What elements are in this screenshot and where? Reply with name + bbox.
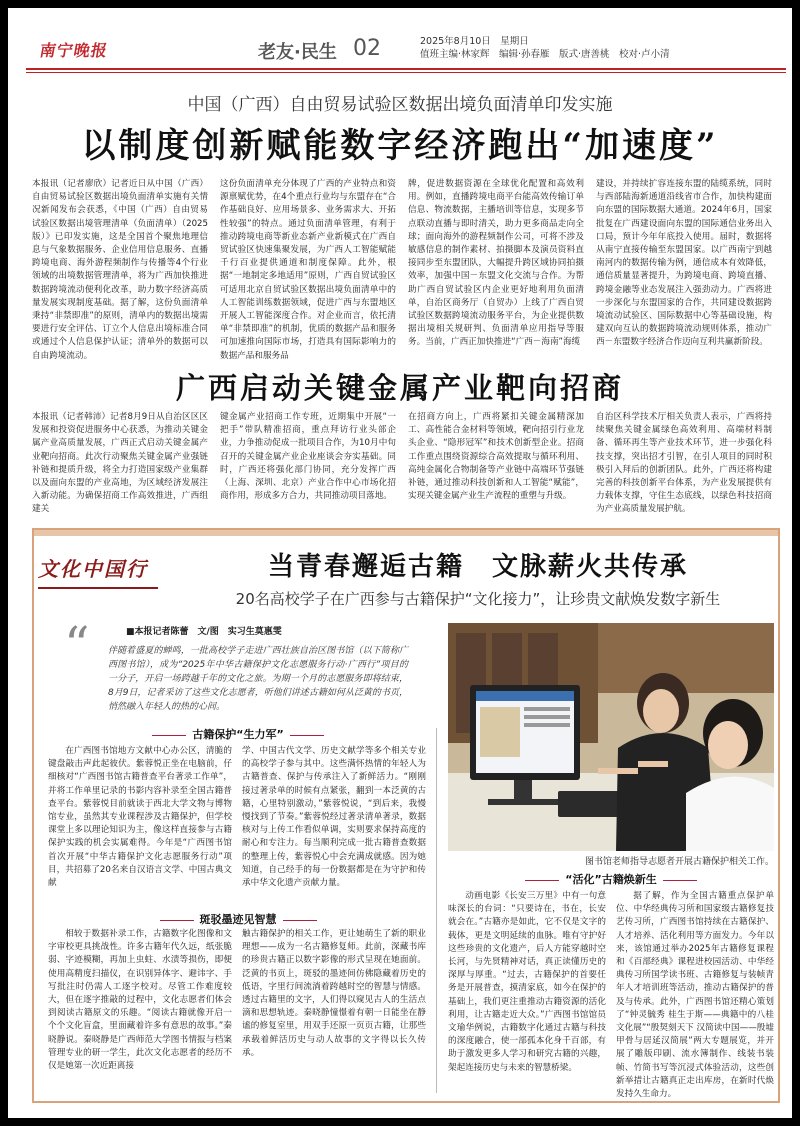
feature-sub1-col1-text: 在广西图书馆地方文献中心办公区，清脆的键盘敲击声此起彼伏。紫蓉悦正坐在电脑前，仔细核对“广西图书馆古籍普查平台著录工作单”，并将工作单里记录的书影内容补录至全国古籍普查平台。紫蓉悦目前就读于西北大学文物与博物馆专业，虽然其专业课程涉及古籍保护，但学校课堂上多以理论知识为主，像这样直接参与古籍保护实践的机会实属难得。今年是“广西图书馆首次开展“中华古籍保护文化志愿服务行动”项目，共招募了20名来自汉语言文学、中国古典文献 bbox=[48, 746, 232, 889]
article1-col2-text: 这份负面清单充分体现了广西的产业特点和资源禀赋优势，在4个重点行业均与东盟存在“合作基础良好、应用场景多、业务需求大、开拓性较强”的特点。通过负面清单管理，有利于推动跨境电商等新业态新产业新模式在广西自贸试验区快速集聚发展，为广西人工智能赋能千行百业提供通道和制度保障。此外，根据“一地制定多地适用”原则，广西自贸试验区可适用北京自贸试验区数据出境负面清单中的人工智能训练数据领域，促进广西与东盟地区开展人工智能深度合作。对企业而言，依托清单“非禁即准”的机制，优质的数据产品和服务可加速推向国际市场，打造具有国际影响力的数据产品和服务品 bbox=[220, 179, 396, 361]
masthead-info bbox=[420, 35, 670, 61]
article1-col3-text: 牌，促进数据资源在全球优化配置和高效利用。例如，直播跨境电商平台能高效传输订单信息、物流数据，主播培训等信息，实现多节点联动直播与即时清关，助力更多商品走向全球；面向海外的游程频制作公司，可将不涉及敏感信息的制作素材、拍摄脚本及演员资料直接同步至东盟团队，大幅提升跨区域协同拍摄效率，加强中国－东盟文化交流与合作。为帮助广西自贸试验区内企业更好地利用负面清单，自治区商务厅（自贸办）上线了广西自贸试验区数据跨境流动服务平台，为企业提供数据出境相关规研判、负面清单应用指导等服务。当前，广西正加快推进“广西－海南”海缆 bbox=[408, 179, 584, 348]
feature-sub1-col2 bbox=[242, 745, 426, 905]
article1-col2 bbox=[220, 178, 396, 361]
article1-col1-text: 本报讯（记者廖欣）记者近日从中国（广西）自由贸易试验区数据出境负面清单实施有关情况新闻发布会获悉，《中国（广西）自由贸易试验区数据出境管理清单（负面清单）（2025版）》已印发实施，这是全国首个聚焦地理信息与气象数据服务、企业信用信息服务、直播跨境电商、海外游程频制作与传播等4个行业领域的出境数据管理清单，将为广西加快推进数据跨境流动便利化改革，助力数字经济高质量发展实现制度基础。据了解，这份负面清单秉持“非禁即准”的原则，清单内的数据出境需要进行安全评估、订立个人信息出境标准合同或通过个人信息保护认证；清单外的数据可以自由跨境流动。 bbox=[32, 179, 208, 361]
subtitle-3 bbox=[448, 871, 774, 887]
article1-col4 bbox=[596, 178, 772, 356]
feature-sub3-col1 bbox=[448, 890, 606, 1093]
feature-sub2-col2-text: 触古籍保护的相关工作，更让她萌生了新的职业理想——成为一名古籍修复师。此前，深藏书库的珍贵古籍正以数字影像的形式呈现在她面前。泛黄的书页上，斑驳的墨迹间仿佛隐藏着历史的低语，字里行间流淌着跨越时空的智慧与情感。透过古籍里的文字，人们得以窥见古人的生活点滴和思想轨迹。秦晓静憧憬着有朝一日能坐在静谧的修复室里，用双手还原一页页古籍，让那些承载着鲜活历史与动人故事的文字得以长久传承。 bbox=[242, 929, 426, 1058]
feature-sub2-col2 bbox=[242, 928, 426, 1093]
feature-sub1-col2-text: 学、中国古代文学、历史文献学等多个相关专业的高校学子参与其中。这些满怀热情的年轻人为古籍普查、保护与传承注入了新鲜活力。“刚刚接过著录单的时候有点紧张，翻到一本泛黄的古籍，心里特别激动，”紫蓉悦说，“到后来，我慢慢找到了节奏。”紫蓉悦经过著录清单著录，数据核对与上传工作看似单调，实则要求保持高度的耐心和专注力。每当顺利完成一批古籍普查数据的整理上传，紫蓉悦心中会充满成就感。因为她知道，自己经手的每一份数据都是在为守护和传承中华文化遗产贡献力量。 bbox=[242, 746, 426, 889]
newspaper-logo: 南宁晚报 bbox=[38, 41, 110, 60]
article2-col4-text: 自治区科学技术厅相关负责人表示，广西将持续聚焦关键金属绿色高效利用、高端材料制备、循环再生等产业技术环节，进一步强化科技支撑，突出招才引智，在引人项目的同时积极引入拜后的创新团队。此外，广西还将构建完善的科技创新平台体系，为产业发展提供有力载体支撑，守住生态底线，以绿色科技招商为产业高质量发展护航。 bbox=[596, 412, 772, 515]
column-tag-underline bbox=[38, 587, 158, 589]
photo-caption: 图书馆老师指导志愿者开展古籍保护相关工作。 bbox=[584, 857, 774, 867]
column-tag-text: 文化中国行 bbox=[38, 557, 148, 581]
article2-col1-text: 本报讯（记者韩沛）记者8月9日从自治区区区发展和投资促进服务中心获悉，为推动关键金属产业高质量发展，广西正式启动关键金属产业靶向招商。此次行动聚焦关键金属产业强链补链和提质升级，将全力打造国家级产业集群以及面向东盟的产业高地，为区域经济发展注入新动能。为确保招商工作高效推进，广西组建关 bbox=[32, 412, 208, 515]
feature-sub3-col2-text: 据了解，作为全国古籍重点保护单位、中华经典传习所和国家级古籍修复技艺传习所，广西图书馆持续在古籍保护、人才培养、活化利用等方面发力。今年以来，该馆通过举办2025年古籍修复课程和《百部经典》课程进校园活动、中华经典传习所国学读书班、古籍修复与装帧青年人才培训班等活动，推动古籍保护的普及与传承。此外，广西图书馆还精心策划了“钟灵毓秀 桂生于斯——典籍中的八桂文化展”“殷契刻天下 汉简读中国——殷墟甲骨与居延汉简展”两大专题展览，并开展了雕版印刷、流水簿制作、线装书装帧、竹简书写等沉浸式体验活动，这些创新举措让古籍真正走出库房，在新时代焕发持久生命力。 bbox=[616, 891, 774, 1100]
article1-col1 bbox=[32, 178, 208, 361]
photo-illustration bbox=[448, 623, 774, 851]
article2-col3 bbox=[408, 411, 584, 519]
masthead-date: 2025年8月10日 星期日 bbox=[420, 36, 529, 47]
article1-kicker: 中国（广西）自由贸易试验区数据出境负面清单印发实施 bbox=[187, 95, 613, 115]
feature-photo bbox=[448, 623, 774, 851]
column-tag bbox=[38, 553, 168, 603]
article2-headline: 广西启动关键金属产业靶向招商 bbox=[175, 371, 624, 405]
feature-sub2-col1 bbox=[48, 928, 232, 1093]
feature-byline: ■本报记者陈蕾 文/图 实习生莫惠雯 bbox=[126, 627, 282, 637]
feature-intro: 伴随着盛夏的蝉鸣，一批高校学子走进广西壮族自治区图书馆（以下简称广西图书馆），成为“2025年中华古籍保护文化志愿服务行动·广西行”项目的一分子，开启一场跨越千年的文化之旅。为期一个月的志愿服务即将结束，8月9日，记者采访了这些文化志愿者，听他们讲述古籍如何从泛黄的书页，悄然融入年轻人的热的心间。 bbox=[108, 646, 408, 712]
article2-col2-text: 键金属产业招商工作专班，近期集中开展“一把手”带队精准招商，重点拜访行业头部企业，力争推动促成一批项目合作，为10月中旬召开的关键金属产业企业座谈会夯实基础。同时，广西还将强化部门协同，充分发挥广西（上海、深圳、北京）产业合作中心市场化招商作用，形成多方合力，共同推动项目落地。 bbox=[220, 412, 396, 502]
article1-col4-text: 建设，并持续扩容连接东盟的陆缆系统，同时与西部陆海新通道沿线省市合作，加快构建面向东盟的国际数据大通道。2024年6月，国家批复在广西建设面向东盟的国际通信业务出入口局，预计今年年底投入使用。届时，数据将从南宁直接传输至东盟国家。以广西南宁到越南河内的数据传输为例，通信成本有效降低，通信质量显著提升，为跨境电商、跨境直播、跨境金融等业态发展注入强劲动力。广西将进一步深化与东盟国家的合作，共同建设数据跨境流动试验区、国际数据中心等基础设施，构建双向互认的数据跨境流动规则体系，推动广西－东盟数字经济合作迈向互利共赢新阶段。 bbox=[596, 179, 772, 348]
article1-headline: 以制度创新赋能数字经济跑出“加速度” bbox=[81, 126, 719, 166]
article2-col1 bbox=[32, 411, 208, 519]
subtitle-1 bbox=[48, 726, 428, 742]
masthead-editors: 值班主编·林家辉 编辑·孙春雁 版式·唐善桃 校对·卢小清 bbox=[420, 49, 670, 60]
column-divider bbox=[436, 728, 437, 1093]
feature-sub3-col1-text: 动画电影《长安三万里》中有一句意味深长的台词：“只要诗在，书在，长安就会在。”古籍亦是如此，它不仅是文字的载体，更是文明延续的血脉。唯有守护好这些珍贵的文化遗产，后人方能穿越时空长河，与先贤精神对话，真正读懂历史的深厚与厚重。“过去，古籍保护的首要任务是开展普查，摸清家底，如今在保护的基础上，我们更注重推动古籍资源的活化利用，让古籍走近大众。”广西图书馆馆员文瑜华例说，古籍数字化通过古籍与科技的深度融合，使一部孤本化身千百部，有助于激发更多人学习和研究古籍的兴趣，架起连接历史与未来的智慧桥梁。 bbox=[448, 891, 606, 1073]
subtitle-1-text: 古籍保护“生力军” bbox=[192, 728, 284, 741]
masthead bbox=[18, 38, 782, 66]
article2-col4 bbox=[596, 411, 772, 519]
masthead-rule-thin bbox=[26, 72, 786, 73]
feature-sub1-col1 bbox=[48, 745, 232, 905]
page-number: 02 bbox=[353, 36, 381, 61]
newspaper-page bbox=[8, 8, 792, 1118]
feature-subhead: 20名高校学子在广西参与古籍保护“文化接力”，让珍贵文献焕发数字新生 bbox=[235, 590, 721, 608]
subtitle-3-text: “活化”古籍焕新生 bbox=[565, 873, 657, 886]
feature-sub3-col2 bbox=[616, 890, 774, 1100]
subtitle-2 bbox=[48, 911, 428, 927]
feature-sub2-col1-text: 相较于数据补录工作，古籍数字化图像和文字审校更具挑战性。许多古籍年代久远，纸张脆弱、字迹模糊，再加上虫蛀、水渍等损伤，即便使用高精度扫描仪，在识别异体字、避讳字、手写批注时仍需人工逐字校对。尽管工作难度较大，但在逐字推敲的过程中，文化志愿者们体会到阅读古籍原文的乐趣。“阅读古籍就像开启一个个文化盲盒，里面藏着许多有意思的故事。”秦晓静说。秦晓静是广西师范大学图书情报与档案管理专业的研一学生，此次文化志愿者的经历不仅是她第一次近距离接 bbox=[48, 929, 232, 1072]
article1-col3 bbox=[408, 178, 584, 356]
feature-box-band bbox=[34, 530, 778, 536]
article2-col2 bbox=[220, 411, 396, 519]
feature-headline: 当青春邂逅古籍 文脉薪火共传承 bbox=[267, 552, 688, 582]
article2-col3-text: 在招商方向上，广西将紧扣关键金属精深加工、高性能合金材料等领域，靶向招引行业龙头企业、“隐形冠军”和技术创新型企业。招商工作重点围绕资源综合高效提取与循环利用、高纯金属化合物制备等产业链中高端环节强链补链，通过推动科技创新和人工智能“赋能”，实现关键金属产业生产流程的重塑与升级。 bbox=[408, 412, 584, 502]
quote-mark-icon: “ bbox=[64, 616, 90, 674]
masthead-rule bbox=[26, 68, 786, 70]
subtitle-2-text: 斑驳墨迹见智慧 bbox=[199, 913, 277, 926]
section-name: 老友·民生 bbox=[258, 42, 337, 63]
